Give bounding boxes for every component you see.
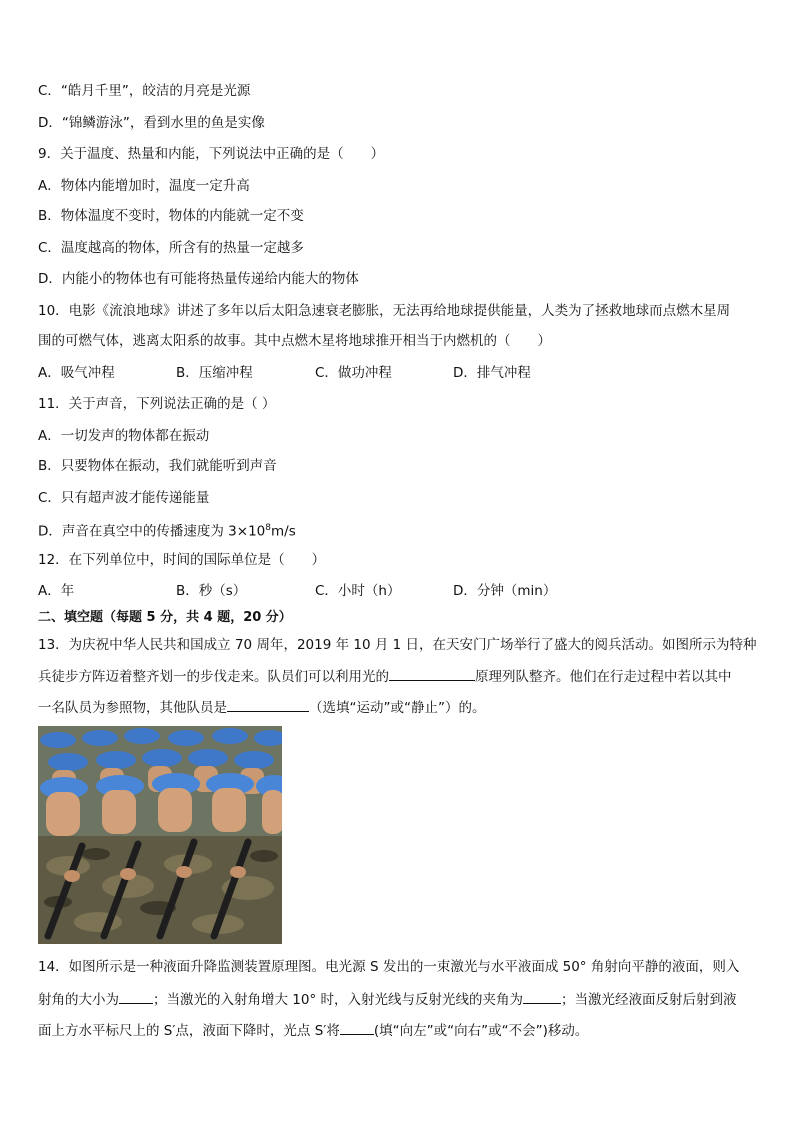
option-d-q8: D．“锦鳞游泳”，看到水里的鱼是实像 bbox=[38, 115, 265, 131]
answer-blank[interactable] bbox=[523, 989, 561, 1004]
option-d-q10: D．排气冲程 bbox=[453, 365, 531, 381]
option-a-q9: A．物体内能增加时，温度一定升高 bbox=[38, 178, 250, 194]
option-b-q10: B．压缩冲程 bbox=[176, 365, 253, 381]
option-b-q12: B．秒（s） bbox=[176, 583, 247, 599]
question-13-line2: 兵徒步方阵迈着整齐划一的步伐走来。队员们可以利用光的 原理列队整齐。他们在行走过程中若以其中 bbox=[38, 666, 732, 686]
soldiers-parade-photo bbox=[38, 726, 282, 944]
answer-blank[interactable] bbox=[227, 697, 309, 712]
option-c-q8: C．“皓月千里”，皎洁的月亮是光源 bbox=[38, 83, 251, 99]
option-b-q11: B．只要物体在振动，我们就能听到声音 bbox=[38, 458, 277, 474]
option-d-q11: D．声音在真空中的传播速度为 $3\times 10^8m/s$ bbox=[38, 523, 296, 540]
option-a-q10: A．吸气冲程 bbox=[38, 365, 115, 381]
question-10-line2: 围的可燃气体，逃离太阳系的故事。其中点燃木星将地球推开相当于内燃机的（ ） bbox=[38, 333, 551, 349]
question-11: 11．关于声音，下列说法正确的是（ ） bbox=[38, 396, 276, 412]
option-a-q11: A．一切发声的物体都在振动 bbox=[38, 428, 210, 444]
option-d-q9: D．内能小的物体也有可能将热量传递给内能大的物体 bbox=[38, 271, 359, 287]
section-heading-fill-in: 二、填空题（每题 5 分，共 4 题，20 分） bbox=[38, 610, 292, 625]
option-c-q12: C．小时（h） bbox=[315, 583, 401, 599]
question-13-line3: 一名队员为参照物，其他队员是 （选填“运动”或“静止”）的。 bbox=[38, 697, 485, 717]
question-9: 9．关于温度、热量和内能，下列说法中正确的是（ ） bbox=[38, 146, 385, 162]
question-12: 12．在下列单位中，时间的国际单位是（ ） bbox=[38, 552, 326, 568]
answer-blank[interactable] bbox=[389, 666, 475, 681]
question-14-line2: 射角的大小为 ；当激光的入射角增大 10° 时，入射光线与反射光线的夹角为 ；当激光经液面反射后射到液 bbox=[38, 989, 737, 1009]
answer-blank[interactable] bbox=[119, 989, 153, 1004]
option-c-q10: C．做功冲程 bbox=[315, 365, 392, 381]
option-d-q12: D．分钟（min） bbox=[453, 583, 557, 599]
answer-blank[interactable] bbox=[340, 1020, 374, 1035]
question-14-line3: 面上方水平标尺上的 S′点，液面下降时，光点 S′将 (填“向左”或“向右”或“不会”)移动。 bbox=[38, 1020, 588, 1040]
question-10-line1: 10．电影《流浪地球》讲述了多年以后太阳急速衰老膨胀，无法再给地球提供能量，人类为了拯救地球而点燃木星周 bbox=[38, 303, 731, 319]
option-c-q11: C．只有超声波才能传递能量 bbox=[38, 490, 210, 506]
option-c-q9: C．温度越高的物体，所含有的热量一定越多 bbox=[38, 240, 304, 256]
question-13-line1: 13．为庆祝中华人民共和国成立 70 周年，2019 年 10 月 1 日，在天安门广场举行了盛大的阅兵活动。如图所示为特种 bbox=[38, 637, 757, 653]
question-14-line1: 14．如图所示是一种液面升降监测装置原理图。电光源 S 发出的一束激光与水平液面成 50° 角射向平静的液面，则入 bbox=[38, 959, 740, 975]
option-a-q12: A．年 bbox=[38, 583, 75, 599]
option-b-q9: B．物体温度不变时，物体的内能就一定不变 bbox=[38, 208, 304, 224]
